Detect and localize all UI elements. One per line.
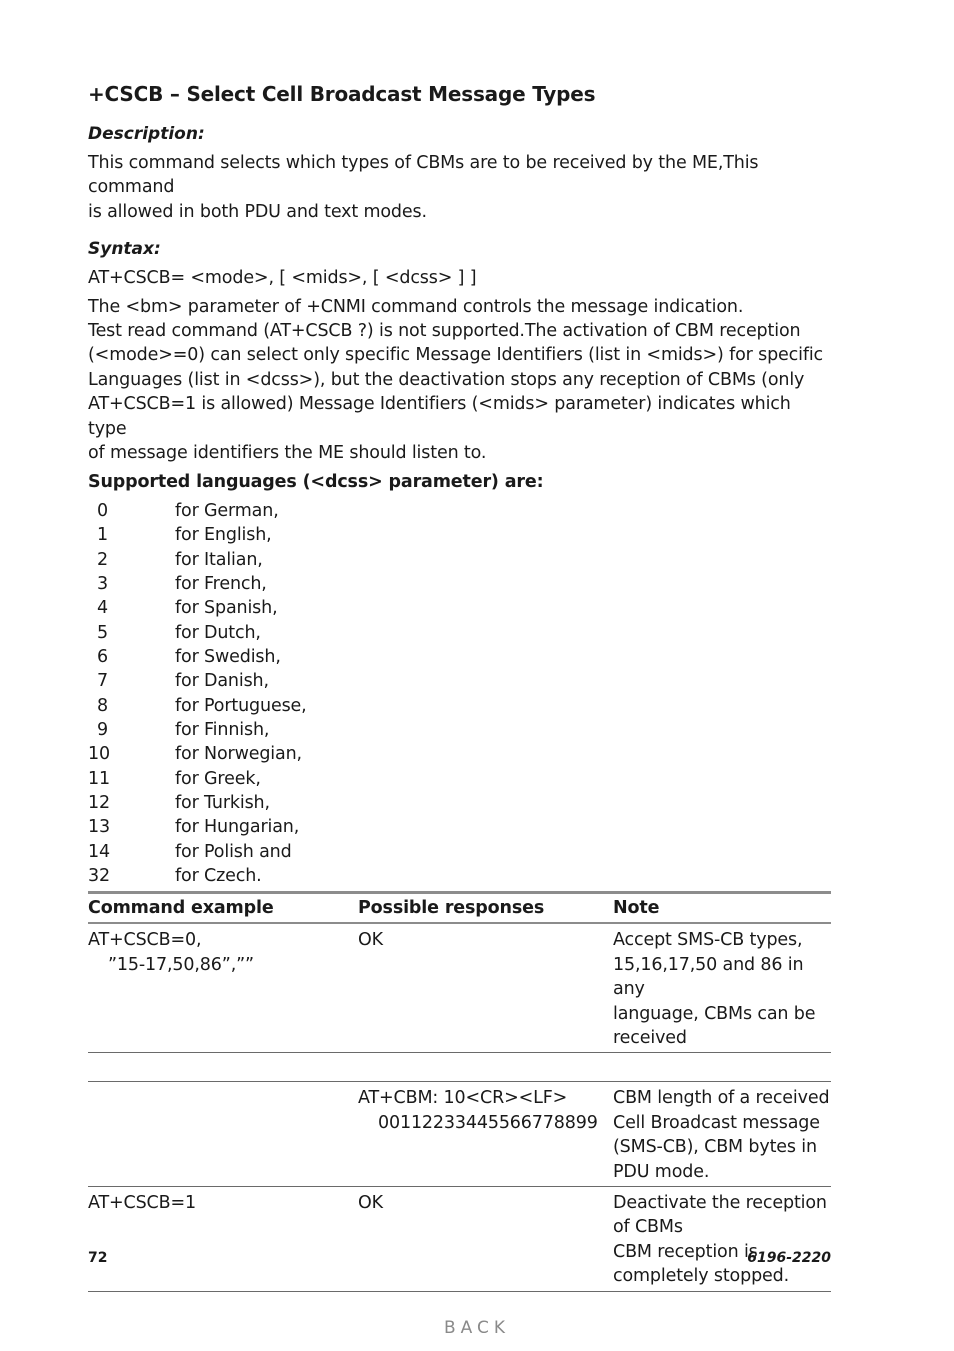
note-cell: [613, 1187, 831, 1292]
language-code: 4: [97, 598, 108, 619]
response-line: OK: [358, 1193, 383, 1214]
language-item: [88, 694, 831, 718]
command-cell: [88, 1082, 358, 1187]
language-name: for English,: [175, 525, 272, 546]
language-item: [88, 669, 831, 693]
note-line: completely stopped.: [613, 1266, 790, 1287]
language-name: for Portuguese,: [175, 695, 307, 716]
language-code: 13: [88, 817, 110, 838]
language-name: for French,: [175, 573, 267, 594]
language-code: 11: [88, 768, 110, 789]
response-cell: [358, 923, 613, 1053]
note-cell: [613, 1053, 831, 1082]
description-text: [88, 151, 831, 224]
response-line: 00112233445566778899: [378, 1112, 598, 1133]
language-item: [88, 864, 831, 888]
languages-heading: Supported languages (<dcss> parameter) are:: [88, 472, 544, 493]
header-command-example: Command example: [88, 893, 358, 924]
response-line: OK: [358, 930, 383, 951]
table-row: [88, 1187, 831, 1292]
language-item: [88, 645, 831, 669]
page-title: +CSCB – Select Cell Broadcast Message Types: [88, 82, 596, 106]
language-code: 2: [97, 549, 108, 570]
document-page: [88, 80, 831, 1292]
command-cell: [88, 923, 358, 1053]
language-code: 5: [97, 622, 108, 643]
note-cell: [613, 923, 831, 1053]
language-code: 6: [97, 646, 108, 667]
language-name: for Spanish,: [175, 598, 278, 619]
note-line: received: [613, 1028, 687, 1048]
language-item: [88, 572, 831, 596]
language-code: 1: [97, 525, 108, 546]
language-name: for Italian,: [175, 549, 263, 570]
back-link[interactable]: BACK: [443, 1318, 510, 1338]
note-line: (SMS-CB), CBM bytes in: [613, 1137, 817, 1158]
syntax-line: The <bm> parameter of +CNMI command controls the message indication.: [88, 296, 744, 317]
command-cell: [88, 1187, 358, 1292]
language-name: for Polish and: [175, 841, 292, 862]
note-line: CBM length of a received: [613, 1088, 830, 1109]
language-item: [88, 767, 831, 791]
description-line: This command selects which types of CBMs are to be received by the ME,This command: [88, 153, 759, 198]
header-possible-responses: Possible responses: [358, 893, 613, 924]
language-code: 9: [97, 719, 108, 740]
language-code: 10: [88, 744, 110, 765]
language-item: [88, 621, 831, 645]
header-note: Note: [613, 893, 831, 924]
language-item: [88, 523, 831, 547]
table-header-row: [88, 893, 831, 924]
command-line: AT+CSCB=1: [88, 1193, 196, 1214]
description-heading: Description:: [88, 124, 205, 144]
response-cell: [358, 1082, 613, 1187]
response-cell: [358, 1187, 613, 1292]
command-table: [88, 891, 831, 1291]
language-code: 3: [97, 573, 108, 594]
syntax-line: AT+CSCB=1 is allowed) Message Identifiers (<mids> parameter) indicates which type: [88, 394, 791, 439]
language-name: for Dutch,: [175, 622, 261, 643]
command-line: ”15-17,50,86”,””: [108, 954, 254, 975]
language-code: 8: [97, 695, 108, 716]
command-cell: [88, 1053, 358, 1082]
language-item: [88, 596, 831, 620]
table-row: [88, 923, 831, 1053]
language-name: for Norwegian,: [175, 744, 302, 765]
language-name: for Finnish,: [175, 719, 270, 740]
note-line: 15,16,17,50 and 86 in any: [613, 954, 804, 1000]
language-item: [88, 791, 831, 815]
language-item: [88, 815, 831, 839]
syntax-command: AT+CSCB= <mode>, [ <mids>, [ <dcss> ] ]: [88, 268, 477, 289]
language-name: for Swedish,: [175, 646, 281, 667]
note-line: Cell Broadcast message: [613, 1112, 820, 1133]
response-line: AT+CBM: 10<CR><LF>: [358, 1088, 568, 1109]
note-line: language, CBMs can be: [613, 1003, 816, 1024]
syntax-text: [88, 295, 831, 466]
language-code: 0: [97, 500, 108, 521]
syntax-line: (<mode>=0) can select only specific Message Identifiers (list in <mids>) for specific: [88, 345, 824, 366]
note-cell: [613, 1082, 831, 1187]
language-code: 12: [88, 793, 110, 813]
syntax-heading: Syntax:: [88, 239, 161, 260]
language-code: 14: [88, 841, 110, 862]
language-code: 7: [97, 671, 108, 692]
note-line: Accept SMS-CB types,: [613, 930, 803, 951]
syntax-line: Test read command (AT+CSCB ?) is not supported.The activation of CBM reception: [88, 321, 801, 342]
language-item: [88, 548, 831, 572]
language-item: [88, 499, 831, 523]
note-line: Deactivate the reception: [613, 1193, 827, 1214]
language-name: for Hungarian,: [175, 817, 300, 838]
description-line: is allowed in both PDU and text modes.: [88, 201, 427, 222]
languages-list: [88, 499, 831, 889]
note-line: PDU mode.: [613, 1161, 710, 1182]
language-name: for Turkish,: [175, 793, 270, 813]
language-name: for German,: [175, 500, 279, 521]
command-line: AT+CSCB=0,: [88, 930, 202, 951]
note-line: of CBMs: [613, 1217, 683, 1238]
table-row: [88, 1082, 831, 1187]
language-item: [88, 840, 831, 864]
response-cell: [358, 1053, 613, 1082]
language-name: for Czech.: [175, 866, 262, 887]
language-name: for Danish,: [175, 671, 269, 692]
language-name: for Greek,: [175, 768, 261, 789]
table-row: [88, 1053, 831, 1082]
language-code: 32: [88, 866, 110, 887]
page-number: 72: [88, 1250, 108, 1266]
syntax-line: of message identifiers the ME should listen to.: [88, 443, 487, 464]
note-line: CBM reception is: [613, 1241, 758, 1262]
language-item: [88, 742, 831, 766]
language-item: [88, 718, 831, 742]
syntax-line: Languages (list in <dcss>), but the deactivation stops any reception of CBMs (only: [88, 369, 805, 390]
document-number: 6196-2220: [747, 1250, 831, 1266]
